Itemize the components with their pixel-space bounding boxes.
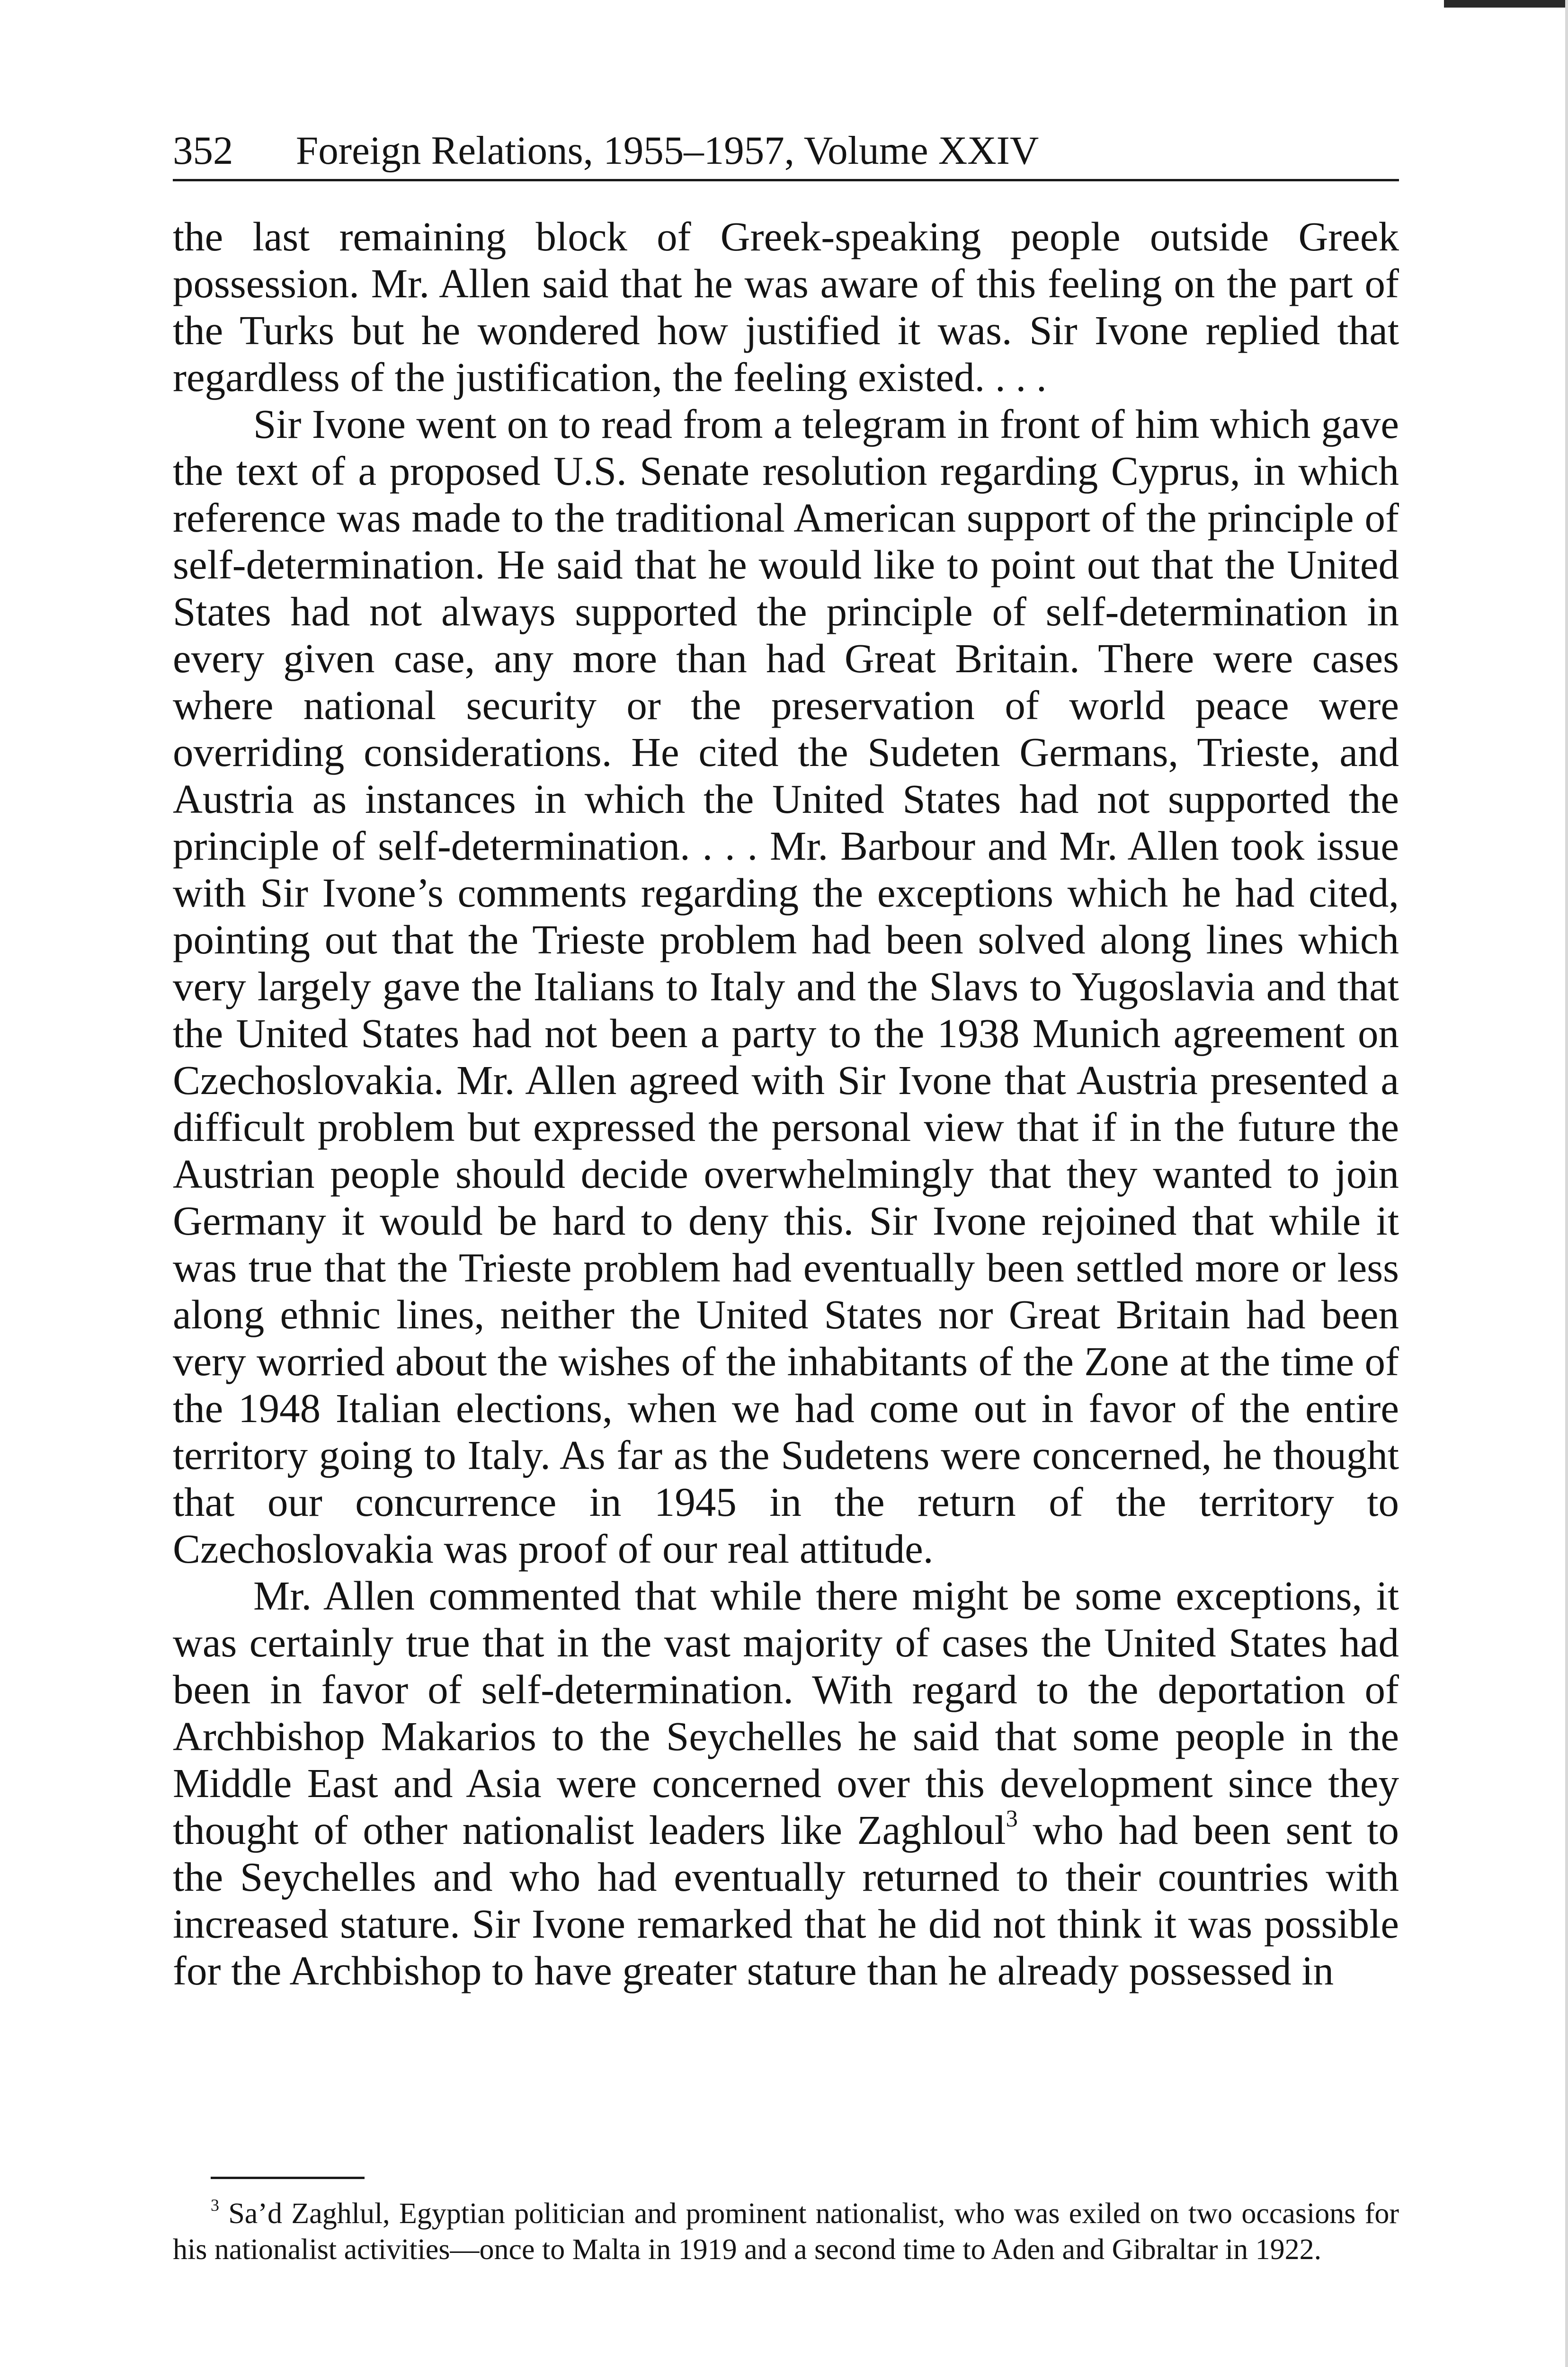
scan-edge-mark <box>1444 0 1568 8</box>
paragraph-3 <box>173 1572 1399 1994</box>
paragraph-2: Sir Ivone went on to read from a telegram in front of him which gave the text of a proposed U.S. Senate resolution regarding Cyprus, in which reference was made to the traditional American support of the principle of self-determination. He said that he would like to point out that the United States had not always supported the principle of self-determination in every given case, any more than had Great Britain. There were cases where national security or the preservation of world peace were overriding considerations. He cited the Sudeten Germans, Trieste, and Austria as instances in which the United States had not supported the principle of self-determination. . . . Mr. Barbour and Mr. Allen took issue with Sir Ivone’s comments regarding the exceptions which he had cited, pointing out that the Trieste problem had been solved along lines which very largely gave the Italians to Italy and the Slavs to Yugoslavia and that the United States had not been a party to the 1938 Munich agreement on Czechoslovakia. Mr. Allen agreed with Sir Ivone that Austria presented a difficult problem but expressed the personal view that if in the future the Austrian people should decide overwhelmingly that they wanted to join Germany it would be hard to deny this. Sir Ivone rejoined that while it was true that the Trieste problem had eventually been settled more or less along ethnic lines, neither the United States nor Great Britain had been very worried about the wishes of the inhabitants of the Zone at the time of the 1948 Italian elections, when we had come out in favor of the entire territory going to Italy. As far as the Sudetens were concerned, he thought that our concurrence in 1945 in the return of the territory to Czechoslovakia was proof of our real attitude. <box>173 401 1399 1572</box>
paragraph-3-text-a: Mr. Allen commented that while there might be some exceptions, it was certainly true that in the vast majority of cases the United States had been in favor of self-determination. With regard to the deportation of Archbishop Makarios to the Seychelles he said that some people in the Middle East and Asia were concerned over this development since they thought of other nationalist leaders like Zaghloul <box>173 1573 1399 1853</box>
body-text <box>173 213 1399 1994</box>
footnote <box>173 2196 1399 2268</box>
page-number: 352 <box>173 128 233 173</box>
footnote-reference[interactable]: 3 <box>1006 1805 1018 1832</box>
footnote-3 <box>173 2196 1399 2268</box>
paragraph-3-text-b: who had been sent to the Seychelles and who had eventually returned to their countries with increased stature. Sir Ivone remarked that he did not think it was possible for the Archbishop to have greater stature than he already possessed in <box>173 1807 1399 1993</box>
footnote-marker: 3 <box>211 2196 219 2215</box>
footnote-text: Sa’d Zaghlul, Egyptian politician and prominent nationalist, who was exiled on two occasions for his nationalist activities—once to Malta in 1919 and a second time to Aden and Gibraltar in 1922. <box>173 2198 1399 2266</box>
paragraph-1: the last remaining block of Greek-speaking people outside Greek possession. Mr. Allen said that he was aware of this feeling on the part of the Turks but he wondered how justified it was. Sir Ivone replied that regardless of the justification, the feeling existed. . . . <box>173 214 1399 400</box>
running-header <box>173 122 1399 181</box>
running-title: Foreign Relations, 1955–1957, Volume XXIV <box>296 128 1039 173</box>
page-edge-shadow <box>1565 0 1568 2367</box>
footnote-separator <box>211 2177 365 2179</box>
